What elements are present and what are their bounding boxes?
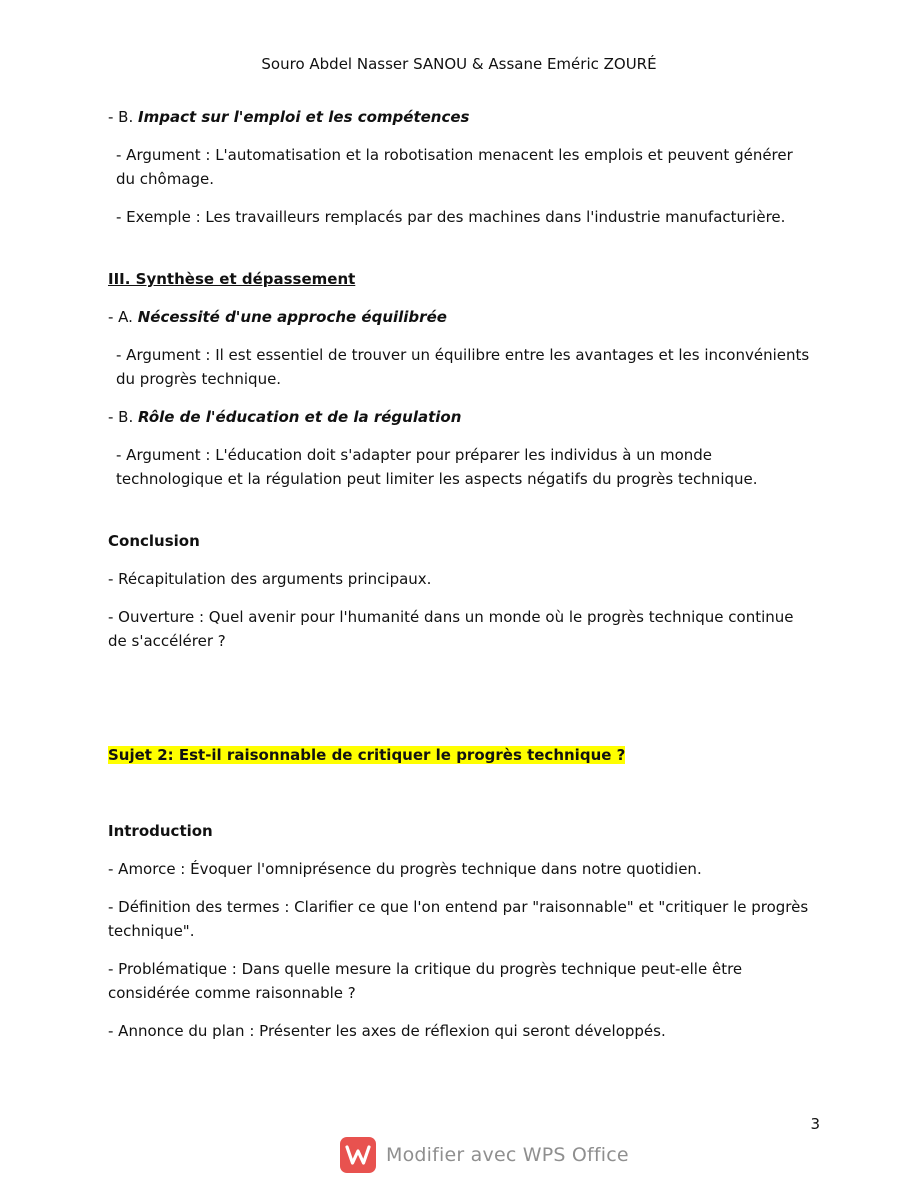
subsection-prefix: - B. [108, 408, 139, 426]
spacer [108, 243, 813, 267]
page-number: 3 [810, 1115, 820, 1133]
argument-paragraph: - Argument : Il est essentiel de trouver un équilibre entre les avantages et les inconvénients du progrès technique. [116, 346, 810, 388]
wps-w-logo-icon [340, 1137, 376, 1173]
problematique-paragraph: - Problématique : Dans quelle mesure la critique du progrès technique peut-elle être considérée comme raisonnable ? [108, 960, 743, 1002]
spacer [108, 505, 813, 529]
plan-paragraph: - Annonce du plan : Présenter les axes de réflexion qui seront développés. [108, 1022, 666, 1040]
subject-title: Sujet 2: Est-il raisonnable de critiquer le progrès technique ? [108, 746, 626, 764]
spacer [108, 667, 813, 743]
spacer [108, 781, 813, 819]
subject-title-line [108, 743, 813, 767]
subsection-heading-3a [108, 305, 813, 329]
example-paragraph: - Exemple : Les travailleurs remplacés par des machines dans l'industrie manufacturière. [116, 208, 786, 226]
amorce-paragraph: - Amorce : Évoquer l'omniprésence du progrès technique dans notre quotidien. [108, 860, 702, 878]
opening-paragraph: - Ouverture : Quel avenir pour l'humanité dans un monde où le progrès technique continue de s'accélérer ? [108, 608, 794, 650]
argument-paragraph: - Argument : L'éducation doit s'adapter pour préparer les individus à un monde technologique et la régulation peut limiter les aspects négatifs du progrès technique. [116, 446, 758, 488]
subsection-prefix: - A. [108, 308, 138, 326]
subsection-title: Nécessité d'une approche équilibrée [137, 308, 447, 326]
wps-w-glyph [345, 1144, 371, 1166]
wps-edit-label[interactable]: Modifier avec WPS Office [386, 1144, 629, 1166]
subsection-prefix: - B. [108, 108, 139, 126]
subsection-title: Rôle de l'éducation et de la régulation [138, 408, 462, 426]
subsection-heading-2b [108, 105, 813, 129]
conclusion-heading: Conclusion [108, 532, 200, 550]
subsection-heading-3b [108, 405, 813, 429]
page-header: Souro Abdel Nasser SANOU & Assane Eméric ZOURÉ [261, 55, 657, 73]
recap-paragraph: - Récapitulation des arguments principaux. [108, 570, 432, 588]
page-content [108, 105, 813, 1057]
subsection-title: Impact sur l'emploi et les compétences [138, 108, 470, 126]
wps-edit-banner[interactable] [340, 1136, 629, 1174]
definition-paragraph: - Définition des termes : Clarifier ce que l'on entend par "raisonnable" et "critiquer le progrès technique". [108, 898, 809, 940]
introduction-heading: Introduction [108, 822, 213, 840]
argument-paragraph: - Argument : L'automatisation et la robotisation menacent les emplois et peuvent générer du chômage. [116, 146, 793, 188]
section-heading-3: III. Synthèse et dépassement [108, 270, 356, 288]
